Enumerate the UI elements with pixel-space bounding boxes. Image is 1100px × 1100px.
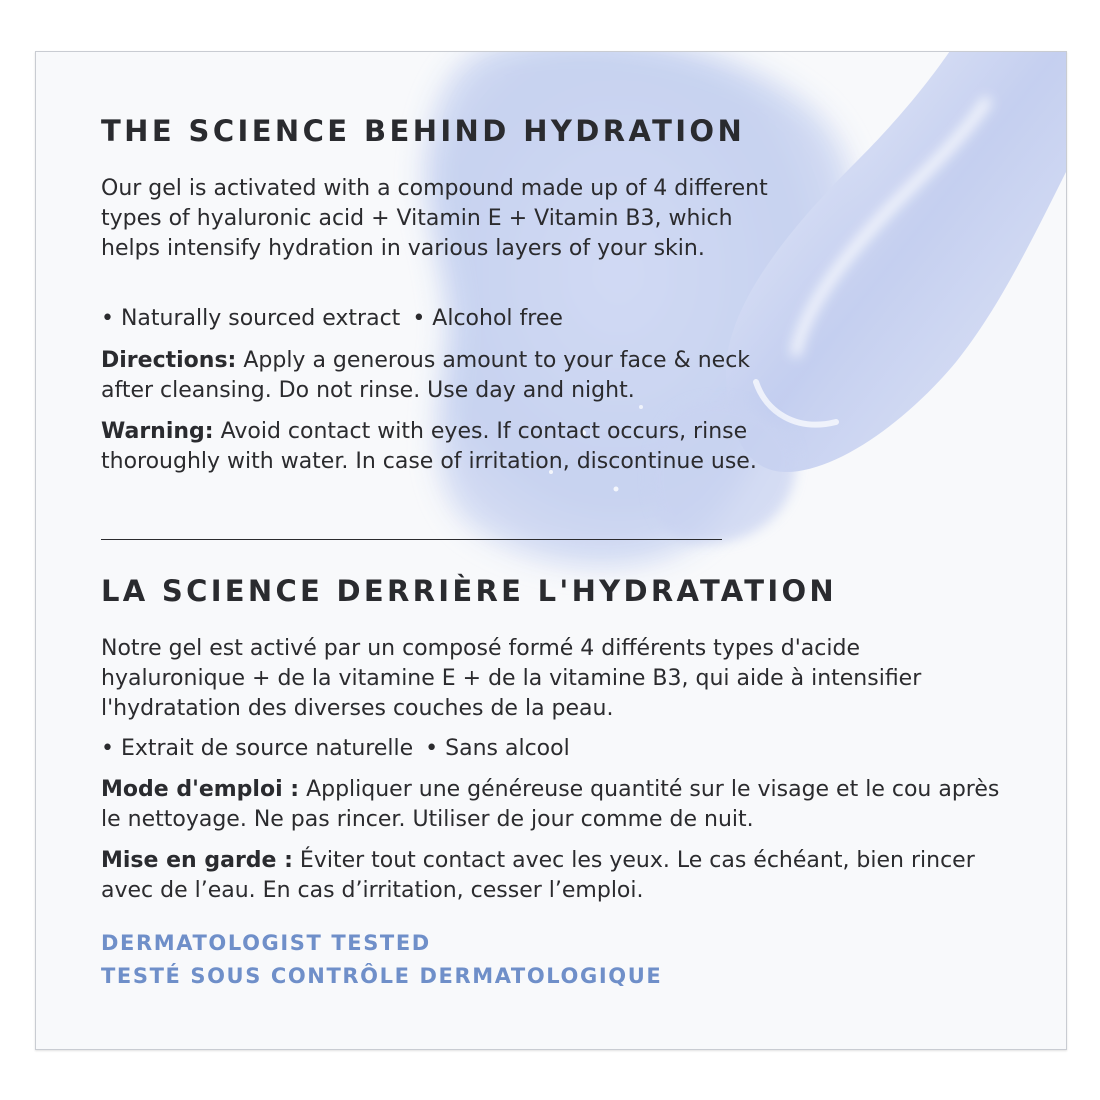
english-benefit-2: • Alcohol free <box>412 306 563 331</box>
dermatologist-tested-badge: DERMATOLOGIST TESTED <box>101 931 431 955</box>
section-divider <box>101 539 722 540</box>
french-directions <box>101 775 1021 835</box>
english-directions-text: Apply a generous amount to your face & neck after cleansing. Do not rinse. Use day and night. <box>101 348 751 403</box>
english-benefits <box>101 304 771 334</box>
french-directions-label: Mode d'emploi : <box>101 777 300 802</box>
french-warning-label: Mise en garde : <box>101 848 293 873</box>
english-description: Our gel is activated with a compound made up of 4 different types of hyaluronic acid + Vitamin E + Vitamin B3, which helps intensify hydration in various layers of your skin. <box>101 176 768 261</box>
french-warning <box>101 846 1021 906</box>
english-benefit-1: • Naturally sourced extract <box>101 306 401 331</box>
french-heading: LA SCIENCE DERRIÈRE L'HYDRATATION <box>101 574 837 608</box>
french-benefits <box>101 734 1001 764</box>
english-warning-label: Warning: <box>101 419 214 444</box>
english-warning-text: Avoid contact with eyes. If contact occurs, rinse thoroughly with water. In case of irritation, discontinue use. <box>101 419 757 474</box>
product-copy <box>36 52 1066 1049</box>
english-directions-label: Directions: <box>101 348 237 373</box>
english-warning <box>101 417 781 477</box>
french-benefit-2: • Sans alcool <box>425 736 570 761</box>
package-panel <box>35 51 1067 1050</box>
french-warning-text: Éviter tout contact avec les yeux. Le cas échéant, bien rincer avec de l’eau. En cas d’irritation, cesser l’emploi. <box>101 848 975 903</box>
french-description: Notre gel est activé par un composé formé 4 différents types d'acide hyaluronique + de la vitamine E + de la vitamine B3, qui aide à intensifier l'hydratation des diverses couches de la peau. <box>101 636 922 721</box>
french-directions-text: Appliquer une généreuse quantité sur le visage et le cou après le nettoyage. Ne pas rincer. Utiliser de jour comme de nuit. <box>101 777 1000 832</box>
english-directions <box>101 346 781 406</box>
dermatologist-tested-badge-french: TESTÉ SOUS CONTRÔLE DERMATOLOGIQUE <box>101 964 663 988</box>
french-benefit-1: • Extrait de source naturelle <box>101 736 414 761</box>
english-heading: THE SCIENCE BEHIND HYDRATION <box>101 114 746 148</box>
